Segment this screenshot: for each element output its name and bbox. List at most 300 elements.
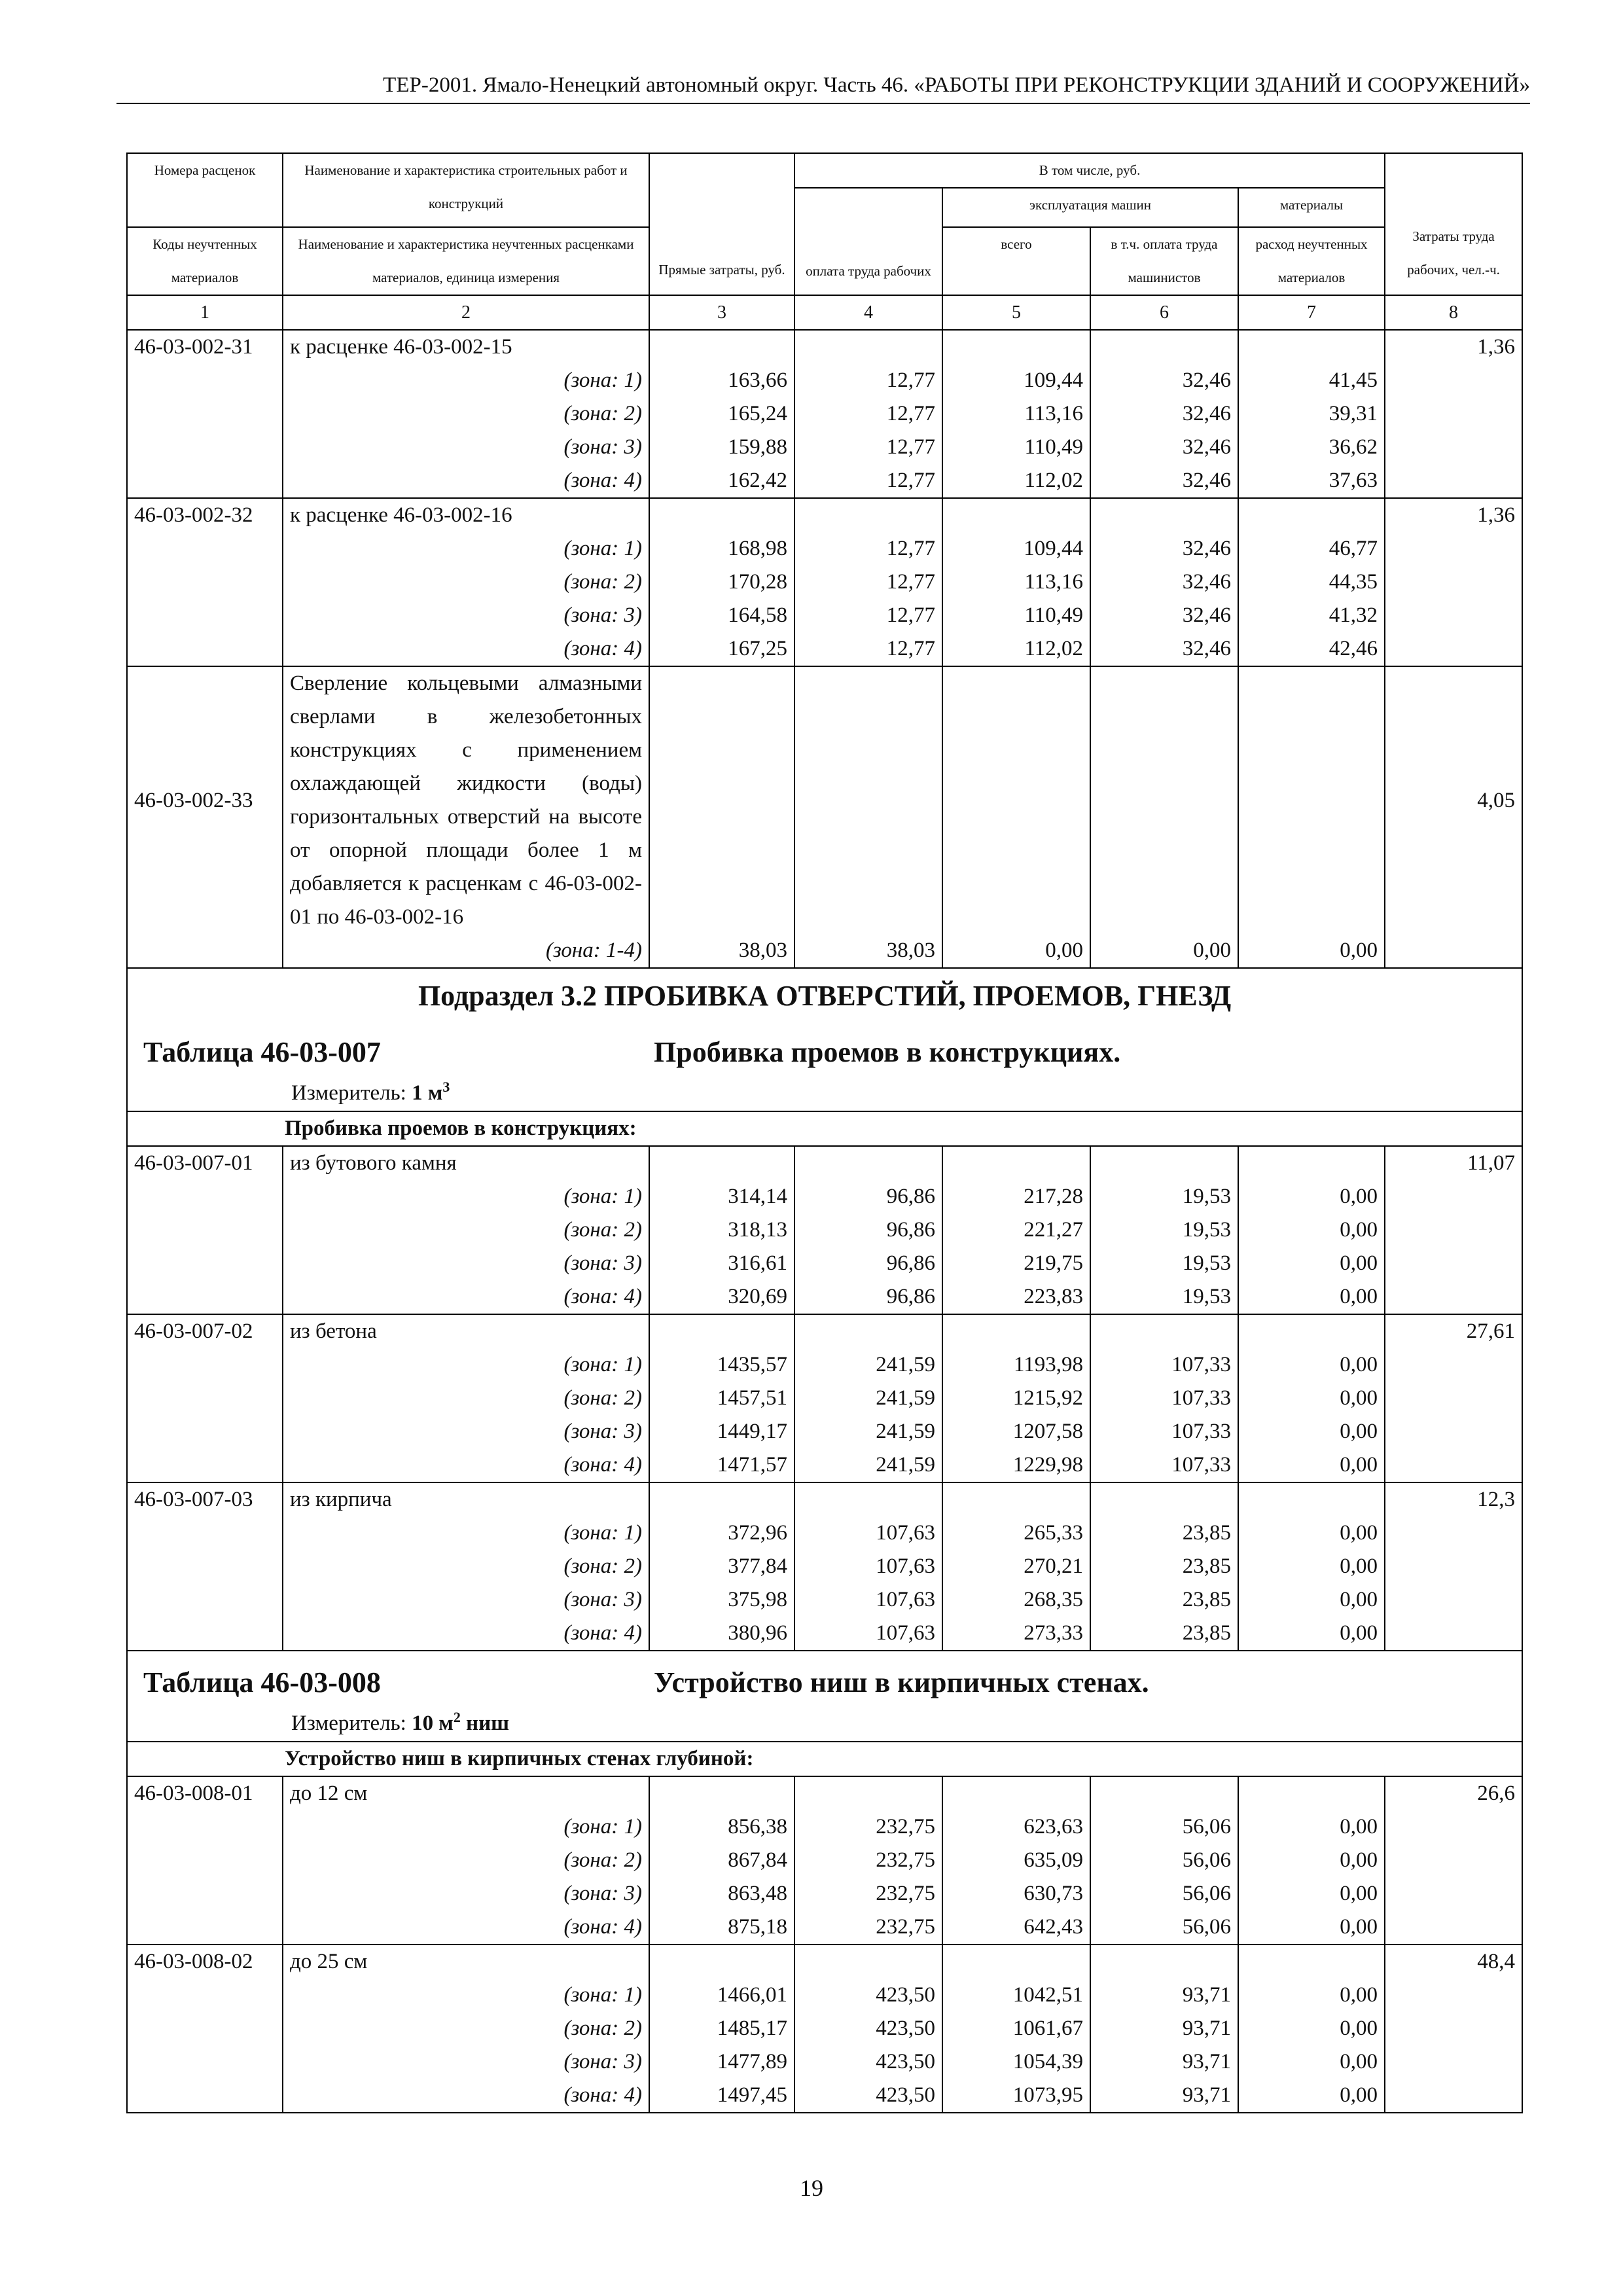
empty-cell <box>794 1314 942 1348</box>
zone-row <box>127 1180 1522 1213</box>
price-value: 232,75 <box>794 1844 942 1877</box>
price-value: 23,85 <box>1090 1516 1238 1550</box>
price-value: 377,84 <box>649 1550 794 1583</box>
zone-label: (зона: 1) <box>283 1516 649 1550</box>
empty-cell <box>1385 1979 1522 2012</box>
price-value: 1073,95 <box>942 2079 1090 2113</box>
empty-cell <box>127 1415 283 1448</box>
empty-cell <box>1385 1877 1522 1910</box>
price-value: 423,50 <box>794 2045 942 2079</box>
empty-cell <box>1385 2079 1522 2113</box>
zone-label: (зона: 1) <box>283 1810 649 1844</box>
price-value: 863,48 <box>649 1877 794 1910</box>
empty-cell <box>649 330 794 364</box>
price-value: 241,59 <box>794 1382 942 1415</box>
price-value: 423,50 <box>794 2012 942 2045</box>
empty-cell <box>942 1314 1090 1348</box>
price-value: 1207,58 <box>942 1415 1090 1448</box>
price-value: 642,43 <box>942 1910 1090 1945</box>
price-value: 19,53 <box>1090 1180 1238 1213</box>
zone-label: (зона: 1) <box>283 1979 649 2012</box>
empty-cell <box>794 666 942 934</box>
empty-cell <box>127 532 283 565</box>
incl-header: В том числе, руб. <box>794 153 1385 188</box>
empty-cell <box>1385 632 1522 666</box>
empty-cell <box>1090 498 1238 532</box>
empty-cell <box>649 1776 794 1810</box>
price-value: 162,42 <box>649 464 794 498</box>
price-value: 0,00 <box>1238 1247 1385 1280</box>
zone-label: (зона: 2) <box>283 1844 649 1877</box>
price-value: 265,33 <box>942 1516 1090 1550</box>
price-value: 0,00 <box>1238 2012 1385 2045</box>
rate-code: 46-03-002-33 <box>127 666 283 934</box>
price-value: 96,86 <box>794 1213 942 1247</box>
price-value: 1061,67 <box>942 2012 1090 2045</box>
zone-row <box>127 1382 1522 1415</box>
zone-label: (зона: 3) <box>283 1247 649 1280</box>
price-value: 375,98 <box>649 1583 794 1617</box>
zone-label: (зона: 3) <box>283 599 649 632</box>
empty-cell <box>127 565 283 599</box>
empty-cell <box>1385 1280 1522 1314</box>
price-value: 0,00 <box>1238 1280 1385 1314</box>
price-value: 273,33 <box>942 1617 1090 1651</box>
empty-cell <box>1385 397 1522 431</box>
col6-header: в т.ч. оплата труда машинистов <box>1090 227 1238 295</box>
empty-cell <box>942 1945 1090 1979</box>
empty-cell <box>1090 1146 1238 1180</box>
price-value: 223,83 <box>942 1280 1090 1314</box>
col8-header: Затраты труда рабочих, чел.-ч. <box>1385 153 1522 295</box>
empty-cell <box>942 1776 1090 1810</box>
empty-cell <box>794 1776 942 1810</box>
price-value: 38,03 <box>794 934 942 968</box>
empty-cell <box>127 1910 283 1945</box>
price-value: 380,96 <box>649 1617 794 1651</box>
zone-row <box>127 1583 1522 1617</box>
price-value: 32,46 <box>1090 632 1238 666</box>
empty-cell <box>127 1247 283 1280</box>
price-value: 167,25 <box>649 632 794 666</box>
zone-label: (зона: 3) <box>283 431 649 464</box>
price-value: 107,63 <box>794 1516 942 1550</box>
price-value: 1229,98 <box>942 1448 1090 1482</box>
zone-row <box>127 1348 1522 1382</box>
price-value: 1471,57 <box>649 1448 794 1482</box>
price-value: 0,00 <box>1238 1617 1385 1651</box>
page-number: 19 <box>800 2175 823 2201</box>
col7-header: расход неучтенных материалов <box>1238 227 1385 295</box>
col5-header: всего <box>942 227 1090 295</box>
empty-cell <box>1385 1180 1522 1213</box>
rate-code: 46-03-007-01 <box>127 1146 283 1180</box>
labor-cost: 26,6 <box>1385 1776 1522 1810</box>
zone-row <box>127 1247 1522 1280</box>
empty-cell <box>127 397 283 431</box>
price-value: 219,75 <box>942 1247 1090 1280</box>
col1-top: Номера расценок <box>127 153 283 227</box>
price-value: 635,09 <box>942 1844 1090 1877</box>
empty-cell <box>1385 1415 1522 1448</box>
price-value: 1042,51 <box>942 1979 1090 2012</box>
rate-row <box>127 1776 1522 1810</box>
zone-row <box>127 431 1522 464</box>
price-value: 39,31 <box>1238 397 1385 431</box>
zone-row <box>127 1448 1522 1482</box>
empty-cell <box>127 1280 283 1314</box>
price-value: 32,46 <box>1090 464 1238 498</box>
rate-row <box>127 330 1522 364</box>
price-value: 110,49 <box>942 431 1090 464</box>
price-value: 107,33 <box>1090 1348 1238 1382</box>
price-value: 875,18 <box>649 1910 794 1945</box>
price-value: 0,00 <box>1238 1877 1385 1910</box>
zone-row <box>127 1810 1522 1844</box>
price-value: 165,24 <box>649 397 794 431</box>
zone-label: (зона: 4) <box>283 1617 649 1651</box>
zone-row <box>127 397 1522 431</box>
zone-row <box>127 1550 1522 1583</box>
price-value: 12,77 <box>794 632 942 666</box>
price-value: 32,46 <box>1090 431 1238 464</box>
zone-row <box>127 1877 1522 1910</box>
empty-cell <box>127 1213 283 1247</box>
empty-cell <box>1090 1314 1238 1348</box>
zone-label: (зона: 1) <box>283 364 649 397</box>
empty-cell <box>127 1382 283 1415</box>
empty-cell <box>942 1482 1090 1516</box>
price-value: 0,00 <box>1238 2079 1385 2113</box>
zone-label: (зона: 4) <box>283 1910 649 1945</box>
price-value: 32,46 <box>1090 565 1238 599</box>
zone-label: (зона: 4) <box>283 1448 649 1482</box>
empty-cell <box>649 498 794 532</box>
price-value: 0,00 <box>1238 1382 1385 1415</box>
rate-code: 46-03-002-32 <box>127 498 283 532</box>
zone-label: (зона: 3) <box>283 1415 649 1448</box>
zone-label: (зона: 1) <box>283 1180 649 1213</box>
rate-row <box>127 1314 1522 1348</box>
zone-row <box>127 2045 1522 2079</box>
zone-row <box>127 632 1522 666</box>
price-value: 0,00 <box>1238 1550 1385 1583</box>
price-value: 168,98 <box>649 532 794 565</box>
zone-label: (зона: 1) <box>283 1348 649 1382</box>
empty-cell <box>1385 1617 1522 1651</box>
price-value: 0,00 <box>1238 1844 1385 1877</box>
price-value: 32,46 <box>1090 532 1238 565</box>
empty-cell <box>127 1979 283 2012</box>
empty-cell <box>794 498 942 532</box>
zone-row <box>127 565 1522 599</box>
price-value: 0,00 <box>1238 2045 1385 2079</box>
empty-cell <box>1385 1516 1522 1550</box>
empty-cell <box>127 431 283 464</box>
rate-title: к расценке 46-03-002-16 <box>283 498 649 532</box>
price-value: 12,77 <box>794 397 942 431</box>
empty-cell <box>127 934 283 968</box>
price-value: 241,59 <box>794 1448 942 1482</box>
rate-description: Сверление кольцевыми алмазными сверлами в железобетонных конструкциях с применением охлаждающей жидкости (воды) горизонтальных отверстий на высоте от опорной площади более 1 м добавляется к расценкам с 46-03-002-01 по 46-03-002-16 <box>283 666 649 934</box>
price-value: 110,49 <box>942 599 1090 632</box>
empty-cell <box>649 1482 794 1516</box>
empty-cell <box>1238 330 1385 364</box>
price-value: 0,00 <box>1238 1910 1385 1945</box>
table-title: Пробивка проемов в конструкциях. <box>654 1036 1121 1068</box>
zone-row <box>127 1844 1522 1877</box>
price-value: 1497,45 <box>649 2079 794 2113</box>
zone-label: (зона: 2) <box>283 397 649 431</box>
rate-row-long <box>127 666 1522 934</box>
zone-label: (зона: 1-4) <box>283 934 649 968</box>
price-value: 93,71 <box>1090 2012 1238 2045</box>
price-value: 1193,98 <box>942 1348 1090 1382</box>
price-value: 46,77 <box>1238 532 1385 565</box>
col-number: 2 <box>283 295 649 330</box>
empty-cell <box>1385 599 1522 632</box>
price-value: 12,77 <box>794 364 942 397</box>
price-value: 316,61 <box>649 1247 794 1280</box>
price-value: 96,86 <box>794 1280 942 1314</box>
price-value: 163,66 <box>649 364 794 397</box>
empty-cell <box>1385 1910 1522 1945</box>
column-numbers-row <box>127 295 1522 330</box>
price-value: 107,63 <box>794 1583 942 1617</box>
table-number: Таблица 46-03-008 <box>143 1666 381 1698</box>
empty-cell <box>1090 1776 1238 1810</box>
price-value: 56,06 <box>1090 1910 1238 1945</box>
empty-cell <box>1385 1550 1522 1583</box>
empty-cell <box>1385 364 1522 397</box>
empty-cell <box>1385 2045 1522 2079</box>
empty-cell <box>127 1844 283 1877</box>
price-value: 241,59 <box>794 1348 942 1382</box>
empty-cell <box>127 1550 283 1583</box>
zone-label: (зона: 2) <box>283 2012 649 2045</box>
labor-cost: 1,36 <box>1385 330 1522 364</box>
rate-code: 46-03-008-01 <box>127 1776 283 1810</box>
price-value: 112,02 <box>942 464 1090 498</box>
zone-row <box>127 364 1522 397</box>
price-value: 0,00 <box>1238 1810 1385 1844</box>
empty-cell <box>127 464 283 498</box>
empty-cell <box>1090 1482 1238 1516</box>
labor-cost: 27,61 <box>1385 1314 1522 1348</box>
zone-label: (зона: 2) <box>283 565 649 599</box>
price-value: 159,88 <box>649 431 794 464</box>
zone-label: (зона: 1) <box>283 532 649 565</box>
zone-row <box>127 464 1522 498</box>
price-value: 1054,39 <box>942 2045 1090 2079</box>
col3-header: Прямые затраты, руб. <box>649 153 794 295</box>
empty-cell <box>942 666 1090 934</box>
zone-label: (зона: 4) <box>283 1280 649 1314</box>
col-number: 8 <box>1385 295 1522 330</box>
price-value: 0,00 <box>1238 1213 1385 1247</box>
price-value: 232,75 <box>794 1810 942 1844</box>
price-value: 1457,51 <box>649 1382 794 1415</box>
empty-cell <box>942 1146 1090 1180</box>
price-value: 41,45 <box>1238 364 1385 397</box>
empty-cell <box>1238 1314 1385 1348</box>
page-header: ТЕР-2001. Ямало-Ненецкий автономный округ. Часть 46. «РАБОТЫ ПРИ РЕКОНСТРУКЦИИ ЗДАНИЙ И СООРУЖЕНИЙ» <box>116 73 1530 104</box>
empty-cell <box>942 330 1090 364</box>
price-value: 232,75 <box>794 1877 942 1910</box>
col-number: 7 <box>1238 295 1385 330</box>
empty-cell <box>127 1348 283 1382</box>
materials-header: материалы <box>1238 188 1385 227</box>
empty-cell <box>1238 1482 1385 1516</box>
empty-cell <box>127 2045 283 2079</box>
empty-cell <box>1385 431 1522 464</box>
price-value: 0,00 <box>1238 1516 1385 1550</box>
empty-cell <box>1238 1776 1385 1810</box>
group-title: Устройство ниш в кирпичных стенах глубиной: <box>285 1747 754 1770</box>
subsection-row-cell <box>127 968 1522 1021</box>
empty-cell <box>127 599 283 632</box>
zone-label: (зона: 3) <box>283 1583 649 1617</box>
rate-title: к расценке 46-03-002-15 <box>283 330 649 364</box>
price-value: 41,32 <box>1238 599 1385 632</box>
table-heading <box>134 1021 1515 1072</box>
price-value: 44,35 <box>1238 565 1385 599</box>
zone-row <box>127 532 1522 565</box>
price-value: 56,06 <box>1090 1844 1238 1877</box>
price-value: 270,21 <box>942 1550 1090 1583</box>
table-number: Таблица 46-03-007 <box>143 1036 381 1068</box>
zone-label: (зона: 3) <box>283 2045 649 2079</box>
empty-cell <box>1385 1844 1522 1877</box>
price-value: 1485,17 <box>649 2012 794 2045</box>
empty-cell <box>649 666 794 934</box>
zone-row <box>127 1516 1522 1550</box>
table008-heading <box>127 1651 1522 1742</box>
price-value: 241,59 <box>794 1415 942 1448</box>
price-value: 320,69 <box>649 1280 794 1314</box>
price-value: 113,16 <box>942 397 1090 431</box>
zone-label: (зона: 3) <box>283 1877 649 1910</box>
empty-cell <box>794 1945 942 1979</box>
empty-cell <box>649 1146 794 1180</box>
measure-unit: Измеритель: 1 $м^3$ <box>291 1079 450 1105</box>
price-value: 96,86 <box>794 1247 942 1280</box>
price-value: 93,71 <box>1090 2045 1238 2079</box>
price-value: 93,71 <box>1090 2079 1238 2113</box>
price-value: 1435,57 <box>649 1348 794 1382</box>
price-value: 0,00 <box>1238 934 1385 968</box>
price-value: 23,85 <box>1090 1617 1238 1651</box>
rate-title: до 12 см <box>283 1776 649 1810</box>
empty-cell <box>127 1448 283 1482</box>
table007-heading-cell <box>127 1021 1522 1111</box>
rate-row <box>127 1146 1522 1180</box>
subsection-title: Подраздел 3.2 ПРОБИВКА ОТВЕРСТИЙ, ПРОЕМОВ, ГНЕЗД <box>418 980 1232 1012</box>
price-value: 623,63 <box>942 1810 1090 1844</box>
col4-header: оплата труда рабочих <box>794 188 942 295</box>
empty-cell <box>1238 666 1385 934</box>
price-value: 113,16 <box>942 565 1090 599</box>
price-value: 38,03 <box>649 934 794 968</box>
price-value: 0,00 <box>1238 1448 1385 1482</box>
price-value: 217,28 <box>942 1180 1090 1213</box>
price-value: 112,02 <box>942 632 1090 666</box>
price-value: 1466,01 <box>649 1979 794 2012</box>
zone-row <box>127 1213 1522 1247</box>
price-value: 1449,17 <box>649 1415 794 1448</box>
empty-cell <box>127 1810 283 1844</box>
empty-cell <box>1385 1213 1522 1247</box>
rate-title: до 25 см <box>283 1945 649 1979</box>
price-value: 107,63 <box>794 1550 942 1583</box>
rates-table <box>126 152 1523 2113</box>
rate-code: 46-03-007-02 <box>127 1314 283 1348</box>
labor-cost: 4,05 <box>1385 666 1522 934</box>
rate-row <box>127 1482 1522 1516</box>
price-value: 318,13 <box>649 1213 794 1247</box>
group-title-row <box>127 1111 1522 1146</box>
price-value: 42,46 <box>1238 632 1385 666</box>
empty-cell <box>794 1482 942 1516</box>
rate-row <box>127 498 1522 532</box>
empty-cell <box>649 1945 794 1979</box>
empty-cell <box>1385 2012 1522 2045</box>
zone-row <box>127 1415 1522 1448</box>
empty-cell <box>1238 1146 1385 1180</box>
zone-label: (зона: 2) <box>283 1382 649 1415</box>
price-value: 12,77 <box>794 565 942 599</box>
empty-cell <box>1385 464 1522 498</box>
empty-cell <box>1385 1247 1522 1280</box>
table-heading <box>134 1651 1515 1702</box>
col-number: 6 <box>1090 295 1238 330</box>
rate-title: из кирпича <box>283 1482 649 1516</box>
empty-cell <box>794 330 942 364</box>
zone-label: (зона: 4) <box>283 632 649 666</box>
price-value: 372,96 <box>649 1516 794 1550</box>
price-value: 0,00 <box>1238 1415 1385 1448</box>
price-value: 0,00 <box>1238 1180 1385 1213</box>
empty-cell <box>1238 1945 1385 1979</box>
price-value: 96,86 <box>794 1180 942 1213</box>
empty-cell <box>127 364 283 397</box>
empty-cell <box>1385 1810 1522 1844</box>
price-value: 856,38 <box>649 1810 794 1844</box>
empty-cell <box>127 1877 283 1910</box>
price-value: 630,73 <box>942 1877 1090 1910</box>
col1-bottom: Коды неучтенных материалов <box>127 227 283 295</box>
price-value: 56,06 <box>1090 1877 1238 1910</box>
col2-top: Наименование и характеристика строительных работ и конструкций <box>283 153 649 227</box>
empty-cell <box>942 498 1090 532</box>
empty-cell <box>1385 1583 1522 1617</box>
group-title-row <box>127 1742 1522 1776</box>
price-value: 37,63 <box>1238 464 1385 498</box>
price-value: 32,46 <box>1090 599 1238 632</box>
labor-cost: 11,07 <box>1385 1146 1522 1180</box>
price-value: 0,00 <box>942 934 1090 968</box>
empty-cell <box>649 1314 794 1348</box>
rate-code: 46-03-008-02 <box>127 1945 283 1979</box>
empty-cell <box>1090 1945 1238 1979</box>
price-value: 19,53 <box>1090 1247 1238 1280</box>
price-value: 32,46 <box>1090 397 1238 431</box>
price-value: 268,35 <box>942 1583 1090 1617</box>
price-value: 12,77 <box>794 532 942 565</box>
price-value: 23,85 <box>1090 1583 1238 1617</box>
zone-label: (зона: 2) <box>283 1213 649 1247</box>
price-value: 1477,89 <box>649 2045 794 2079</box>
